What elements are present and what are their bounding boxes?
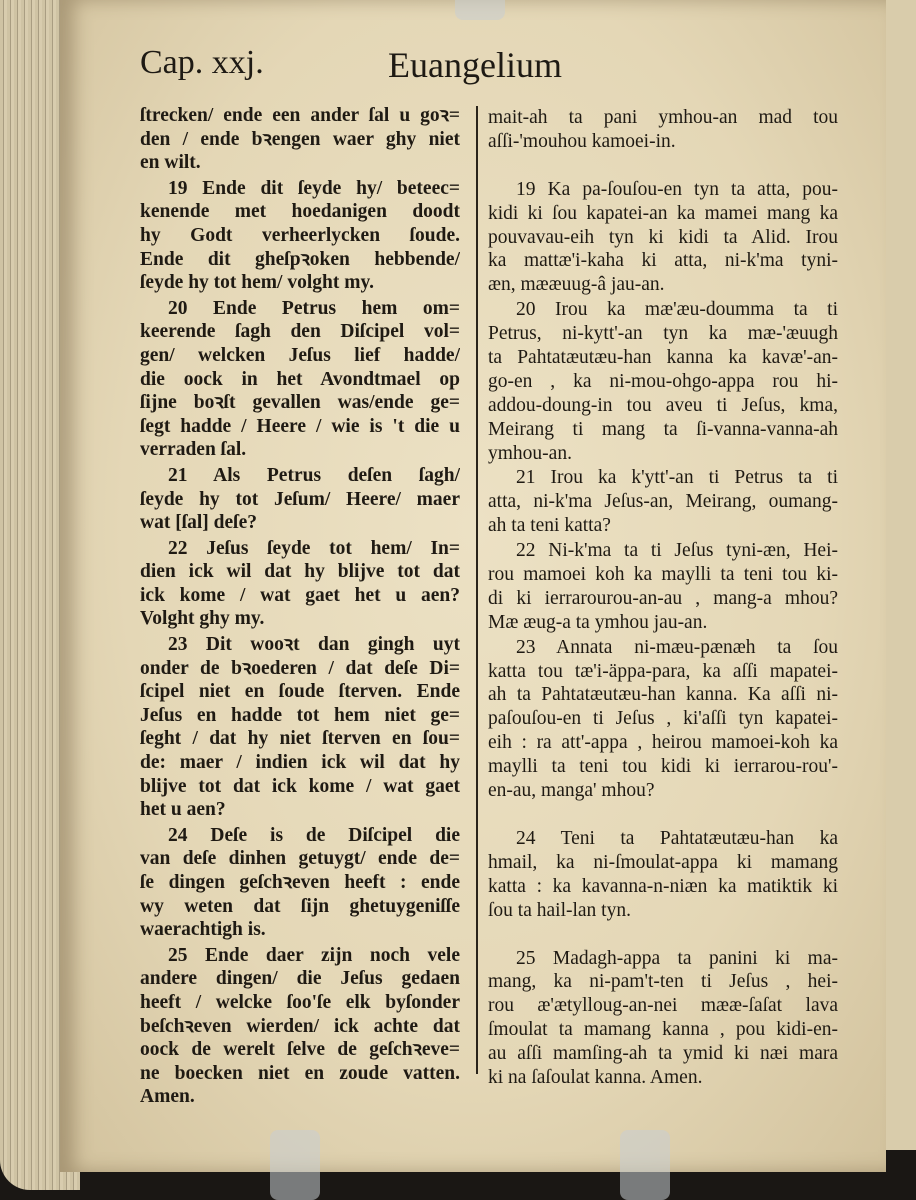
text-line: 20 Irou ka mæ'æu-doumma ta ti — [516, 299, 838, 321]
text-line: die oock in het Avondtmael op — [140, 368, 460, 390]
text-line: ta Pahtatæutæu-han kanna ka kavæ'-an- — [488, 347, 838, 369]
page-clip-top — [455, 0, 505, 20]
text-line: 21 Irou ka k'ytt'-an ti Petrus ta ti — [516, 467, 838, 489]
text-line: den / ende bꝛengen waer ghy niet — [140, 128, 460, 150]
text-line: oock de werelt ſelve de geſchꝛeve= — [140, 1039, 460, 1061]
formosan-column — [488, 106, 838, 1090]
text-line: Petrus, ni-kytt'-an tyn ka mæ-'æuugh — [488, 323, 838, 345]
text-line: 24 Teni ta Pahtatæutæu-han ka — [516, 827, 838, 849]
page-clip-bottom-right — [620, 1130, 670, 1200]
text-line: Meirang ti mang ta ſi-vanna-vanna-ah — [488, 418, 838, 440]
chapter-heading: Cap. xxj. — [140, 44, 264, 81]
text-line: en wilt. — [140, 152, 201, 174]
text-line: 25 Madagh-appa ta panini ki ma- — [516, 947, 838, 969]
text-line: æn, mææuug-â jau-an. — [488, 274, 665, 296]
text-line: verraden ſal. — [140, 439, 247, 461]
verse — [140, 944, 460, 1109]
text-line: 23 Annata ni-mæu-pænæh ta ſou — [516, 636, 838, 658]
text-line: van deſe dinhen getuygt/ ende de= — [140, 848, 460, 870]
text-line: ſcipel niet en ſoude ſterven. Ende — [140, 681, 460, 703]
page-clip-bottom-left — [270, 1130, 320, 1200]
verse — [140, 537, 460, 631]
text-line: aſſi-'mouhou kamoei-in. — [488, 130, 676, 152]
text-line: heeft / welcke ſoo'ſe elk byſonder — [140, 991, 460, 1013]
text-line: 19 Ende dit ſeyde hy/ beteec= — [168, 177, 460, 199]
text-line: het u aen? — [140, 799, 226, 821]
text-line: wy weten dat ſijn ghetuygeniſſe — [140, 895, 460, 917]
text-line: 24 Deſe is de Diſcipel die — [168, 824, 460, 846]
running-title: Euangelium — [388, 45, 562, 85]
text-line: Volght ghy my. — [140, 608, 265, 630]
text-line: ſegt hadde / Heere / wie is 't die u — [140, 415, 460, 437]
verse — [488, 947, 838, 1090]
text-line: 25 Ende daer zijn noch vele — [168, 944, 460, 966]
text-line: Jeſus en hadde tot hem niet ge= — [140, 704, 460, 726]
text-line: addou-doung-in tou aveu ti Jeſus, kma, — [488, 394, 838, 416]
verse — [488, 539, 838, 635]
text-line: beſchꝛeven wierden/ ick achte dat — [140, 1015, 460, 1037]
text-line: pouvavau-eih tyn ki kidi ta Alid. Irou — [488, 226, 838, 248]
text-line: kenende met hoedanigen doodt — [140, 201, 460, 223]
text-line: ſeyde hy tot hem/ volght my. — [140, 272, 374, 294]
text-line: paſouſou-en ti Jeſus , ki'aſſi tyn kapatei- — [488, 708, 838, 730]
verse — [140, 177, 460, 295]
text-line: rou mamoei koh ka maylli ta teni tou ki- — [488, 564, 838, 586]
text-line: hy Godt verheerlycken ſoude. — [140, 224, 460, 246]
text-line: keerende ſagh den Diſcipel vol= — [140, 321, 460, 343]
verse — [488, 298, 838, 465]
verse — [140, 464, 460, 535]
verse — [488, 466, 838, 538]
text-line: wat [ſal] deſe? — [140, 512, 257, 534]
text-line: rou æ'ætylloug-an-nei mææ-ſaſat lava — [488, 995, 838, 1017]
text-line: eih : ra att'-appa , heirou mamoei-koh ka — [488, 732, 838, 754]
text-line: ah ta teni katta? — [488, 515, 611, 537]
verse — [488, 636, 838, 803]
dutch-column — [140, 104, 460, 1109]
text-line: 22 Ni-k'ma ta ti Jeſus tyni-æn, Hei- — [516, 540, 838, 562]
text-line: katta : ka kavanna-n-niæn ka matiktik ki — [488, 875, 838, 897]
verse — [488, 106, 838, 154]
text-line: 21 Als Petrus deſen ſagh/ — [168, 464, 460, 486]
text-line: ſmoulat ta mamang kanna , pou kidi-en- — [488, 1019, 838, 1041]
text-line: blijve tot dat ick kome / wat gaet — [140, 775, 460, 797]
text-line: mang, ka ni-pam't-ten ti Jeſus , hei- — [488, 971, 838, 993]
verse — [488, 827, 838, 923]
text-line: ſeght / dat hy niet ſterven en ſou= — [140, 728, 460, 750]
text-line: mait-ah ta pani ymhou-an mad tou — [488, 107, 838, 128]
text-line: ſijne boꝛſt gevallen was/ende ge= — [140, 392, 460, 414]
text-line: 22 Jeſus ſeyde tot hem/ In= — [168, 537, 460, 559]
text-line: 20 Ende Petrus hem om= — [168, 297, 460, 319]
text-line: hmail, ka ni-ſmoulat-appa ki mamang — [488, 851, 838, 873]
text-line: dien ick wil dat hy blijve tot dat — [140, 561, 460, 583]
verse — [488, 178, 838, 297]
text-line: en-au, manga' mhou? — [488, 780, 655, 802]
text-line: di ki ierrarourou-an-au , mang-a mhou? — [488, 587, 838, 609]
text-line: maylli ta teni tou kidi ki ierrarou-rou'- — [488, 756, 838, 778]
text-line: kidi ki ſou kapatei-an ka mamei mang ka — [488, 202, 838, 224]
text-line: Ende dit gheſpꝛoken hebbende/ — [140, 248, 460, 270]
text-line: ki na ſaſoulat kanna. Amen. — [488, 1066, 703, 1088]
text-line: ſtrecken/ ende een ander ſal u goꝛ= — [140, 105, 460, 126]
text-line: 19 Ka pa-ſouſou-en tyn ta atta, pou- — [516, 178, 838, 200]
text-line: Amen. — [140, 1086, 195, 1108]
verse — [140, 824, 460, 942]
text-line: ka mattæ'i-kaha ki atta, ni-k'ma tyni- — [488, 250, 838, 272]
text-line: ne boecken niet en zoude vatten. — [140, 1062, 460, 1084]
text-line: ſeyde hy tot Jeſum/ Heere/ maer — [140, 488, 460, 510]
text-line: go-en , ka ni-mou-ohgo-appa rou hi- — [488, 370, 838, 392]
text-line: onder de bꝛoederen / dat deſe Di= — [140, 657, 460, 679]
text-line: 23 Dit wooꝛt dan gingh uyt — [168, 634, 460, 656]
text-line: waerachtigh is. — [140, 919, 266, 941]
text-line: atta, ni-k'ma Jeſus-an, Meirang, oumang- — [488, 491, 838, 513]
text-line: gen/ welcken Jeſus lief hadde/ — [140, 344, 460, 366]
text-line: andere dingen/ die Jeſus gedaen — [140, 968, 460, 990]
text-line: ſou ta hail-lan tyn. — [488, 899, 631, 921]
text-line: Mæ æug-a ta ymhou jau-an. — [488, 611, 708, 633]
verse — [140, 633, 460, 822]
text-line: katta tou tæ'i-äppa-para, ka aſſi mapatei- — [488, 660, 838, 682]
text-line: ſe dingen geſchꝛeven heeft : ende — [140, 872, 460, 893]
text-line: au aſſi mamſing-ah ta ymid ki næi mara — [488, 1043, 838, 1065]
text-line: ymhou-an. — [488, 442, 572, 464]
verse — [140, 104, 460, 175]
verse — [140, 297, 460, 462]
text-line: ick kome / wat gaet het u aen? — [140, 584, 460, 606]
column-divider — [476, 106, 478, 1074]
text-line: de: maer / indien ick wil dat hy — [140, 752, 460, 774]
text-line: ah ta Pahtatæutæu-han kanna. Ka aſſi ni- — [488, 684, 838, 706]
